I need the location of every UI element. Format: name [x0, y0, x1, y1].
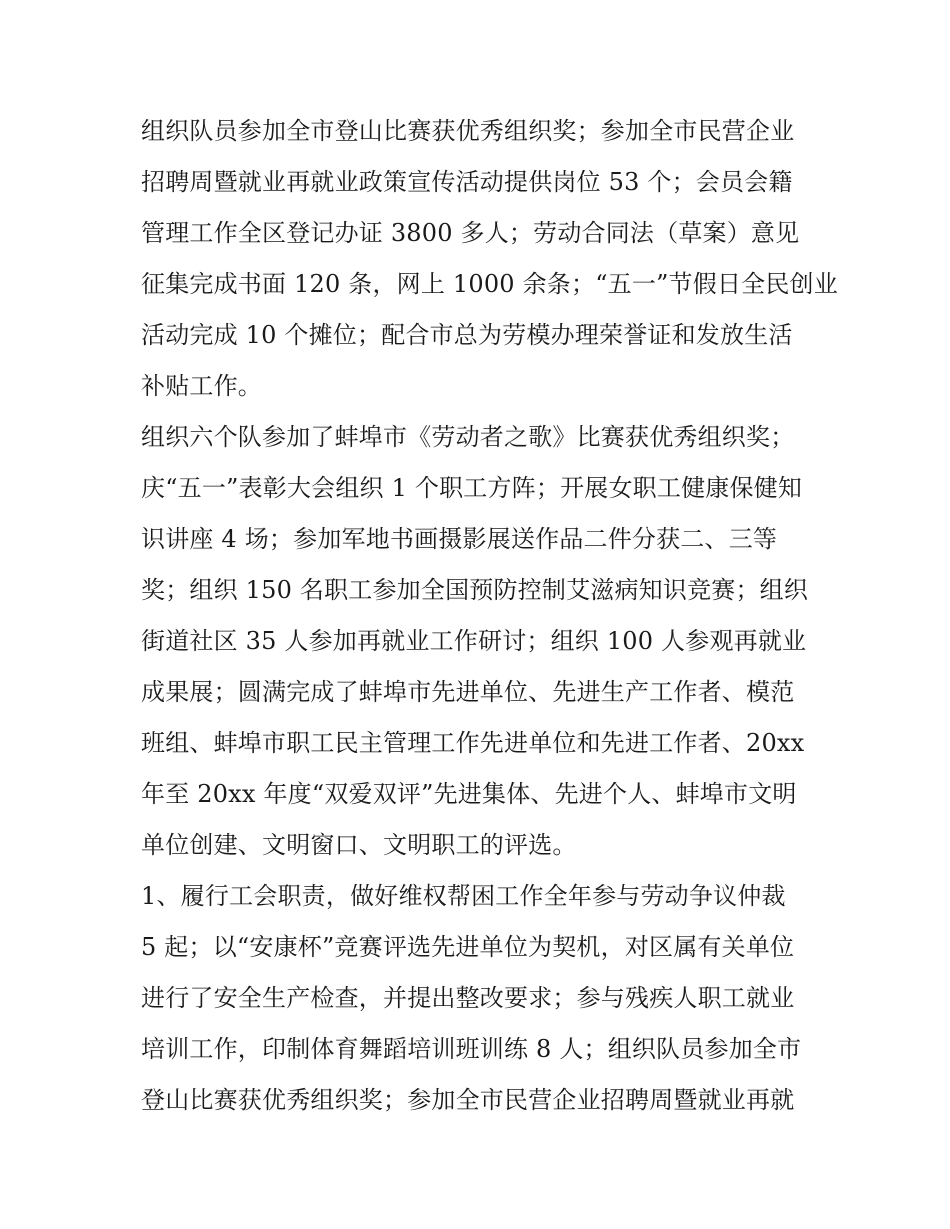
text-line: 招聘周暨就业再就业政策宣传活动提供岗位 53 个；会员会籍	[141, 168, 793, 196]
text-line: 单位创建、文明窗口、文明职工的评选。	[141, 831, 577, 859]
text-line: 1、履行工会职责，做好维权帮困工作全年参与劳动争议仲裁	[141, 882, 786, 910]
text-line: 5 起；以“安康杯”竞赛评选先进单位为契机，对区属有关单位	[141, 933, 795, 961]
text-line: 进行了安全生产检查，并提出整改要求；参与残疾人职工就业	[141, 984, 795, 1012]
text-line: 组织六个队参加了蚌埠市《劳动者之歌》比赛获优秀组织奖；	[141, 423, 795, 451]
text-line: 征集完成书面 120 条，网上 1000 余条；“五一”节假日全民创业	[141, 270, 838, 298]
text-line: 班组、蚌埠市职工民主管理工作先进单位和先进工作者、20xx	[141, 729, 805, 757]
paragraph-3	[141, 871, 821, 1126]
text-line: 街道社区 35 人参加再就业工作研讨；组织 100 人参观再就业	[141, 627, 807, 655]
text-line: 庆“五一”表彰大会组织 1 个职工方阵；开展女职工健康保健知	[141, 474, 803, 502]
text-line: 培训工作，印制体育舞蹈培训班训练 8 人；组织队员参加全市	[141, 1035, 802, 1063]
text-line: 成果展；圆满完成了蚌埠市先进单位、先进生产工作者、模范	[141, 678, 795, 706]
paragraph-2	[141, 412, 821, 871]
text-line: 管理工作全区登记办证 3800 多人；劳动合同法（草案）意见	[141, 219, 800, 247]
text-line: 登山比赛获优秀组织奖；参加全市民营企业招聘周暨就业再就	[141, 1086, 795, 1114]
text-line: 奖；组织 150 名职工参加全国预防控制艾滋病知识竞赛；组织	[141, 576, 809, 604]
text-line: 年至 20xx 年度“双爱双评”先进集体、先进个人、蚌埠市文明	[141, 780, 797, 808]
text-line: 组织队员参加全市登山比赛获优秀组织奖；参加全市民营企业	[141, 117, 795, 145]
text-line: 补贴工作。	[141, 372, 262, 400]
text-line: 活动完成 10 个摊位；配合市总为劳模办理荣誉证和发放生活	[141, 321, 793, 349]
paragraph-1	[141, 106, 838, 412]
text-line: 识讲座 4 场；参加军地书画摄影展送作品二件分获二、三等	[141, 525, 778, 553]
document-body	[141, 106, 838, 1126]
